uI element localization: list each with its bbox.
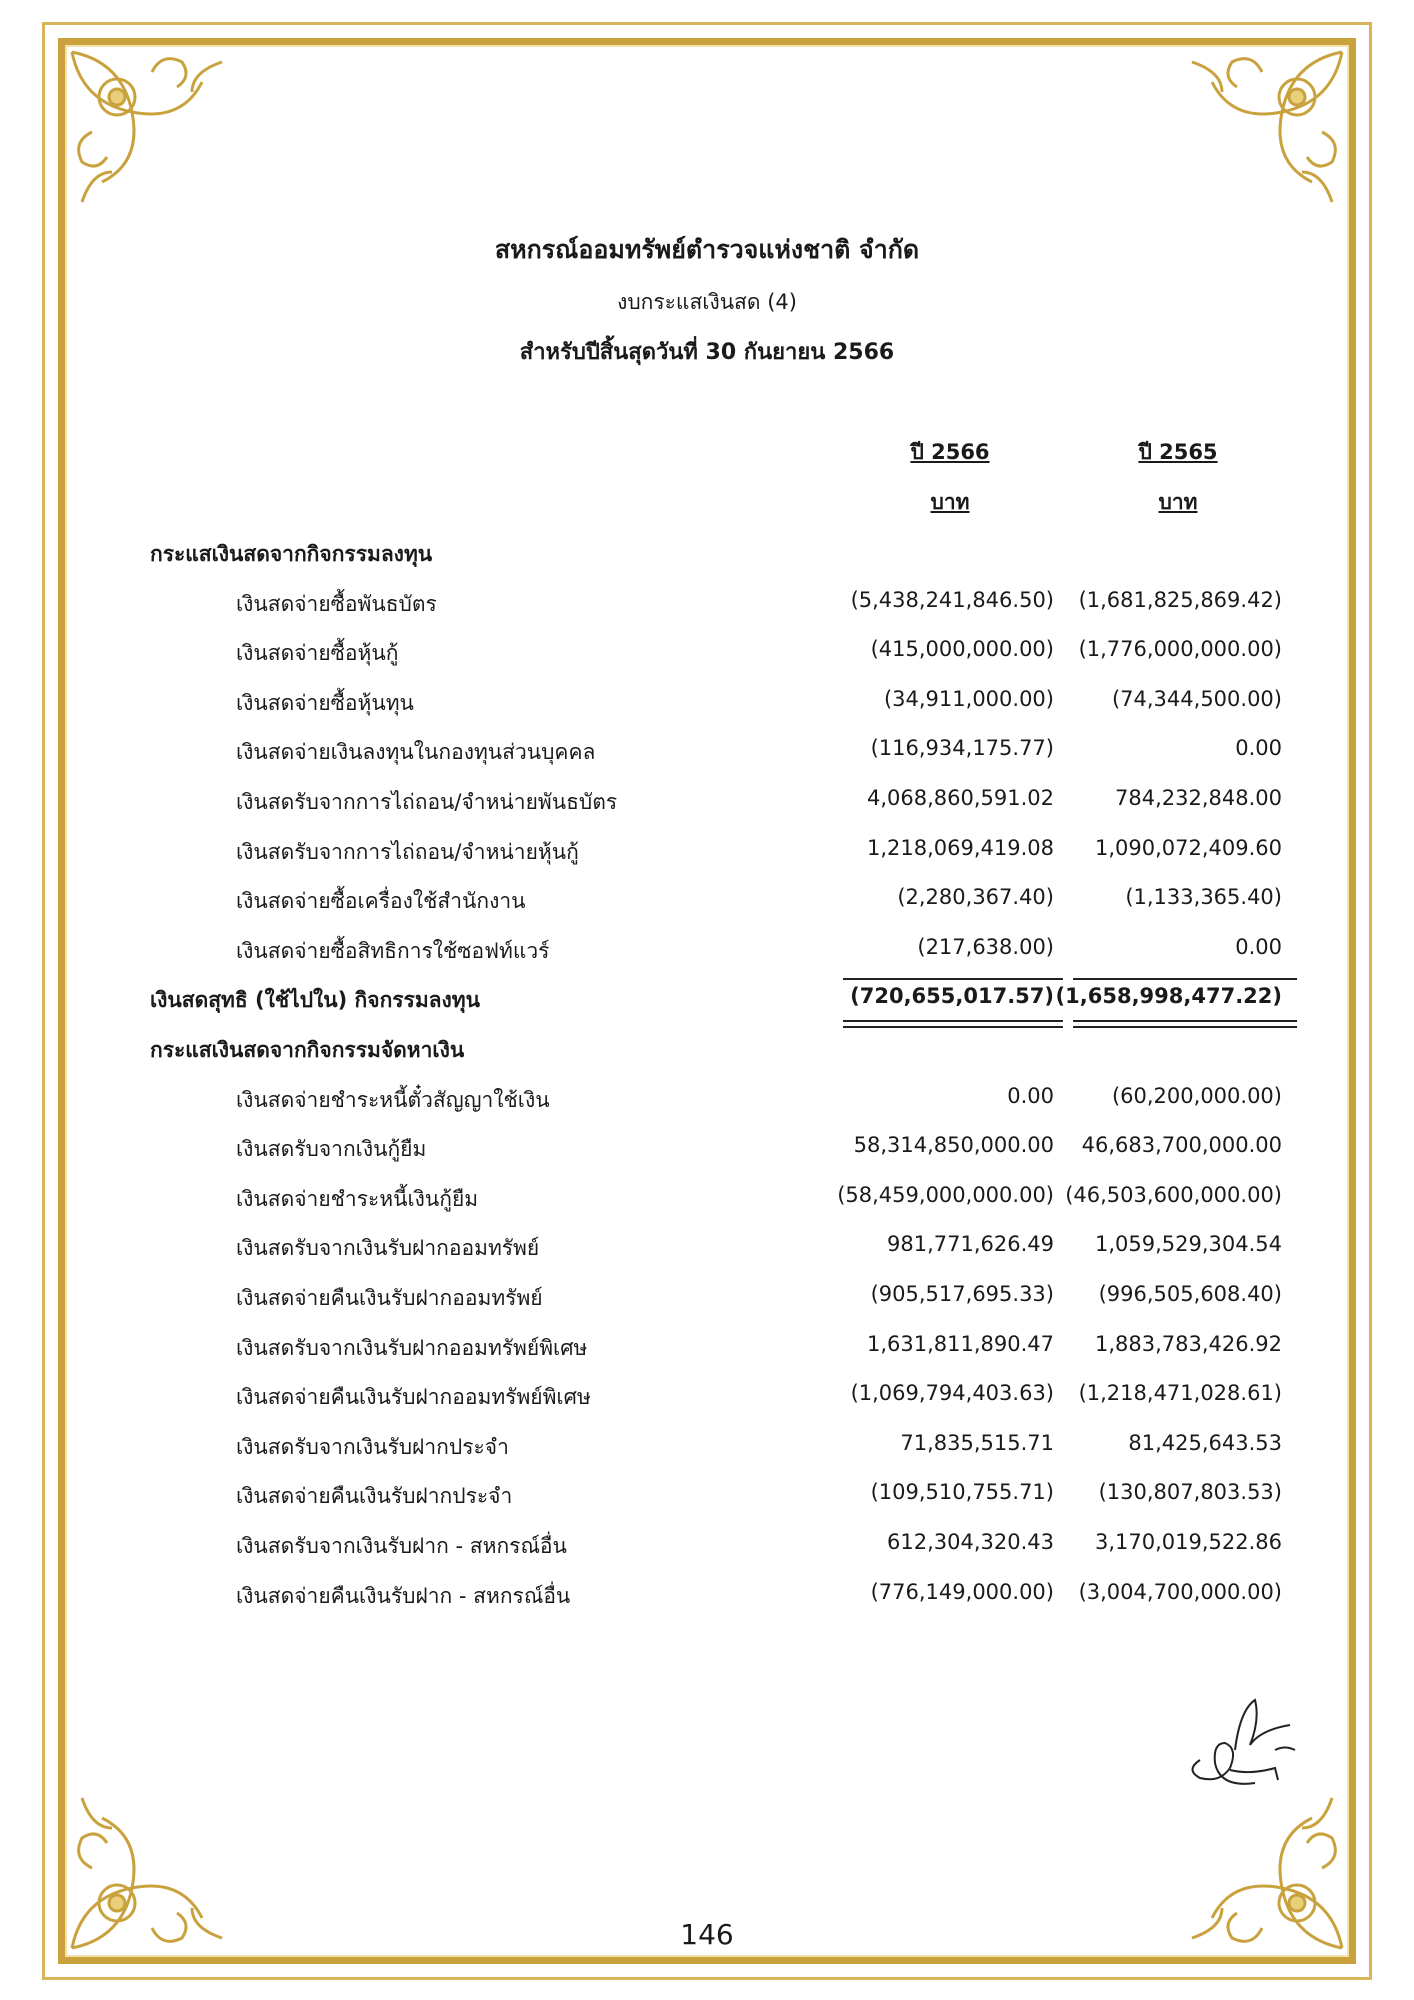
- row-label: เงินสดจ่ายซื้อหุ้นทุน: [236, 691, 414, 715]
- value-2566: (2,280,367.40): [897, 885, 1054, 909]
- table-row: [0, 1381, 1414, 1415]
- value-2565: 1,883,783,426.92: [1094, 1332, 1282, 1356]
- value-2566: (720,655,017.57): [850, 984, 1054, 1008]
- row-label: เงินสดรับจากเงินรับฝาก - สหกรณ์อื่น: [236, 1534, 567, 1558]
- value-2566: 0.00: [1007, 1084, 1054, 1108]
- table-row: [0, 736, 1414, 770]
- value-2565: 1,059,529,304.54: [1094, 1232, 1282, 1256]
- subtotal-rule-2565: [1073, 978, 1297, 980]
- row-label: เงินสดรับจากเงินรับฝากประจำ: [236, 1435, 509, 1459]
- signature: [1180, 1690, 1320, 1800]
- table-row: [0, 1183, 1414, 1217]
- section-title: กระแสเงินสดจากกิจกรรมจัดหาเงิน: [150, 1038, 465, 1062]
- value-2566: 1,631,811,890.47: [866, 1332, 1054, 1356]
- row-label: เงินสดรับจากการไถ่ถอน/จำหน่ายหุ้นกู้: [236, 840, 579, 864]
- value-2566: (109,510,755.71): [870, 1480, 1054, 1504]
- row-label: เงินสดจ่ายซื้อสิทธิการใช้ซอฟท์แวร์: [236, 939, 550, 963]
- table-row: [0, 1084, 1414, 1118]
- value-2565: (1,133,365.40): [1125, 885, 1282, 909]
- value-2565: (1,776,000,000.00): [1078, 637, 1282, 661]
- table-row: [0, 885, 1414, 919]
- value-2565: (130,807,803.53): [1098, 1480, 1282, 1504]
- table-row: [0, 1133, 1414, 1167]
- row-label: เงินสดจ่ายชำระหนี้เงินกู้ยืม: [236, 1187, 479, 1211]
- value-2565: 3,170,019,522.86: [1094, 1530, 1282, 1554]
- table-row: [0, 637, 1414, 671]
- value-2565: (46,503,600,000.00): [1065, 1183, 1282, 1207]
- section-heading-row: [0, 538, 1414, 572]
- value-2565: 81,425,643.53: [1128, 1431, 1282, 1455]
- table-row: [0, 588, 1414, 622]
- organization-title: สหกรณ์ออมทรัพย์ตำรวจแห่งชาติ จำกัด: [494, 235, 920, 264]
- value-2565: 784,232,848.00: [1115, 786, 1282, 810]
- section-heading-row: [0, 1034, 1414, 1068]
- corner-ornament-icon: [1152, 42, 1352, 242]
- row-label: เงินสดจ่ายคืนเงินรับฝากประจำ: [236, 1484, 513, 1508]
- row-label: เงินสดจ่ายเงินลงทุนในกองทุนส่วนบุคคล: [236, 740, 596, 764]
- value-2566: (776,149,000.00): [870, 1580, 1054, 1604]
- value-2566: 71,835,515.71: [900, 1431, 1054, 1455]
- column-unit-2565: บาท: [1158, 490, 1198, 514]
- value-2566: 1,218,069,419.08: [866, 836, 1054, 860]
- total-row: [0, 984, 1414, 1018]
- row-label: เงินสดรับจากการไถ่ถอน/จำหน่ายพันธบัตร: [236, 790, 618, 814]
- row-label: เงินสดจ่ายคืนเงินรับฝาก - สหกรณ์อื่น: [236, 1584, 571, 1608]
- value-2566: 981,771,626.49: [887, 1232, 1054, 1256]
- table-row: [0, 1530, 1414, 1564]
- value-2566: 4,068,860,591.02: [866, 786, 1054, 810]
- value-2565: (74,344,500.00): [1111, 687, 1282, 711]
- row-label: เงินสดจ่ายคืนเงินรับฝากออมทรัพย์พิเศษ: [236, 1385, 591, 1409]
- table-row: [0, 1480, 1414, 1514]
- value-2565: 1,090,072,409.60: [1094, 836, 1282, 860]
- row-label: เงินสดจ่ายซื้อเครื่องใช้สำนักงาน: [236, 889, 526, 913]
- table-row: [0, 836, 1414, 870]
- value-2565: 0.00: [1235, 935, 1282, 959]
- table-row: [0, 1332, 1414, 1366]
- table-row: [0, 1282, 1414, 1316]
- row-label: เงินสดจ่ายซื้อพันธบัตร: [236, 592, 437, 616]
- value-2565: 46,683,700,000.00: [1081, 1133, 1282, 1157]
- value-2565: (60,200,000.00): [1111, 1084, 1282, 1108]
- value-2566: (58,459,000,000.00): [837, 1183, 1054, 1207]
- row-label: เงินสดรับจากเงินรับฝากออมทรัพย์: [236, 1236, 540, 1260]
- value-2565: (1,218,471,028.61): [1078, 1381, 1282, 1405]
- total-double-rule-2566: [843, 1020, 1063, 1028]
- total-double-rule-2565: [1073, 1020, 1297, 1028]
- statement-title: งบกระแสเงินสด (4): [617, 290, 797, 314]
- value-2565: 0.00: [1235, 736, 1282, 760]
- row-label: เงินสดรับจากเงินกู้ยืม: [236, 1137, 427, 1161]
- table-row: [0, 687, 1414, 721]
- row-label: เงินสดจ่ายชำระหนี้ตั๋วสัญญาใช้เงิน: [236, 1088, 550, 1112]
- value-2566: (217,638.00): [917, 935, 1054, 959]
- value-2565: (1,658,998,477.22): [1055, 984, 1282, 1008]
- value-2566: 58,314,850,000.00: [853, 1133, 1054, 1157]
- column-unit-2566: บาท: [930, 490, 970, 514]
- table-row: [0, 1580, 1414, 1614]
- table-row: [0, 935, 1414, 969]
- statement-period: สำหรับปีสิ้นสุดวันที่ 30 กันยายน 2566: [519, 340, 895, 365]
- table-row: [0, 786, 1414, 820]
- value-2566: (5,438,241,846.50): [850, 588, 1054, 612]
- table-row: [0, 1431, 1414, 1465]
- row-label: เงินสดจ่ายคืนเงินรับฝากออมทรัพย์: [236, 1286, 543, 1310]
- row-label: เงินสดจ่ายซื้อหุ้นกู้: [236, 641, 399, 665]
- column-year-2566: ปี 2566: [910, 440, 990, 464]
- value-2565: (3,004,700,000.00): [1078, 1580, 1282, 1604]
- subtotal-rule-2566: [843, 978, 1063, 980]
- column-year-2565: ปี 2565: [1138, 440, 1218, 464]
- value-2566: (1,069,794,403.63): [850, 1381, 1054, 1405]
- value-2566: (116,934,175.77): [870, 736, 1054, 760]
- value-2566: (415,000,000.00): [870, 637, 1054, 661]
- value-2566: 612,304,320.43: [887, 1530, 1054, 1554]
- value-2565: (1,681,825,869.42): [1078, 588, 1282, 612]
- value-2566: (34,911,000.00): [883, 687, 1054, 711]
- page-number: 146: [680, 1918, 734, 1951]
- value-2566: (905,517,695.33): [870, 1282, 1054, 1306]
- row-label: เงินสดรับจากเงินรับฝากออมทรัพย์พิเศษ: [236, 1336, 588, 1360]
- table-row: [0, 1232, 1414, 1266]
- value-2565: (996,505,608.40): [1098, 1282, 1282, 1306]
- section-title: กระแสเงินสดจากกิจกรรมลงทุน: [150, 542, 433, 566]
- corner-ornament-icon: [62, 42, 262, 242]
- row-label: เงินสดสุทธิ (ใช้ไปใน) กิจกรรมลงทุน: [150, 988, 481, 1012]
